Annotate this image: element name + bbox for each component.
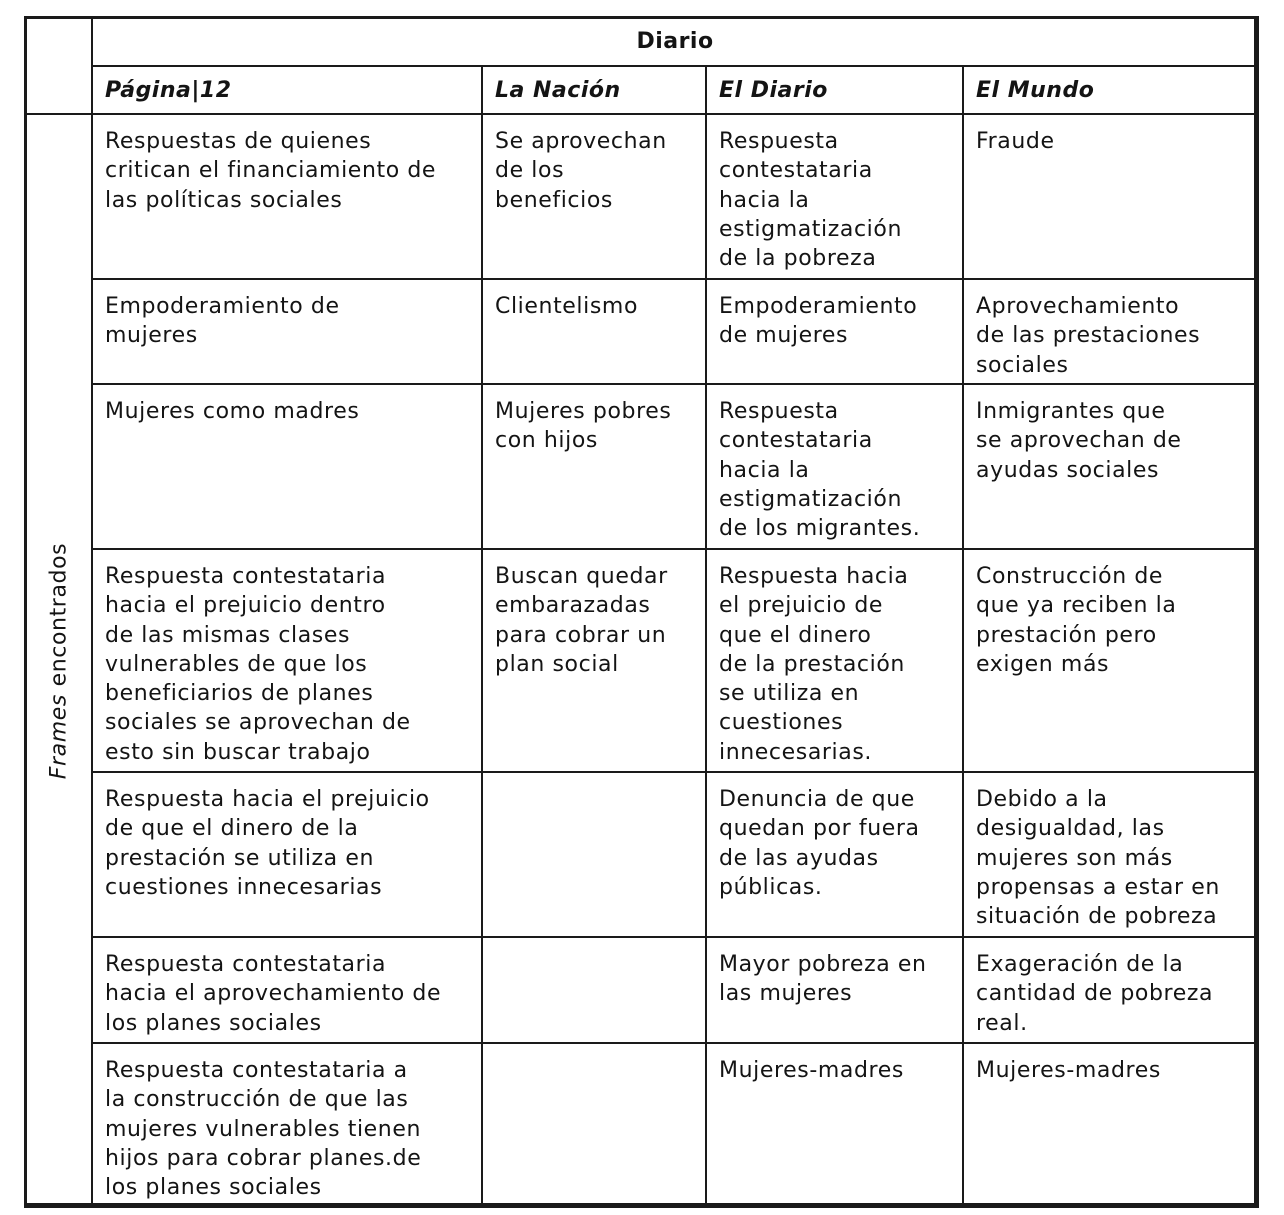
column-header-el-diario: El Diario <box>706 66 963 114</box>
table-cell: Mujeres-madres <box>963 1043 1258 1207</box>
table-cell: Buscan quedar embarazadas para cobrar un plan social <box>482 549 706 772</box>
frames-encontrados-label: Frames encontrados <box>46 542 71 779</box>
diario-header: Diario <box>92 17 1258 66</box>
table-cell: Clientelismo <box>482 279 706 384</box>
table-cell: Respuesta hacia el prejuicio de que el dinero de la prestación se utiliza en cuestiones innecesarias. <box>706 549 963 772</box>
table-cell: Debido a la desigualdad, las mujeres son más propensas a estar en situación de pobreza <box>963 772 1258 937</box>
column-header-el-mundo: El Mundo <box>963 66 1258 114</box>
table-cell: Mujeres-madres <box>706 1043 963 1207</box>
table-cell: Respuesta contestataria hacia el aprovechamiento de los planes sociales <box>92 937 482 1043</box>
table-cell: Respuesta contestataria hacia la estigmatización de los migrantes. <box>706 384 963 549</box>
table-cell: Mujeres pobres con hijos <box>482 384 706 549</box>
table-cell: Construcción de que ya reciben la prestación pero exigen más <box>963 549 1258 772</box>
table-cell: Exageración de la cantidad de pobreza real. <box>963 937 1258 1043</box>
column-header-la-nacion: La Nación <box>482 66 706 114</box>
table-cell: Empoderamiento de mujeres <box>92 279 482 384</box>
table-cell: Se aprovechan de los beneficios <box>482 114 706 279</box>
table-cell: Fraude <box>963 114 1258 279</box>
table-cell: Mayor pobreza en las mujeres <box>706 937 963 1043</box>
table-cell: Aprovechamiento de las prestaciones sociales <box>963 279 1258 384</box>
column-header-pagina12: Página|12 <box>92 66 482 114</box>
table-cell: Mujeres como madres <box>92 384 482 549</box>
table-cell: Respuestas de quienes critican el financiamiento de las políticas sociales <box>92 114 482 279</box>
table-cell: Inmigrantes que se aprovechan de ayudas sociales <box>963 384 1258 549</box>
table-cell: Empoderamiento de mujeres <box>706 279 963 384</box>
table-cell: Respuesta hacia el prejuicio de que el dinero de la prestación se utiliza en cuestiones innecesarias <box>92 772 482 937</box>
table-cell: Respuesta contestataria hacia el prejuicio dentro de las mismas clases vulnerables de que los beneficiarios de planes sociales se aprovechan de esto sin buscar trabajo <box>92 549 482 772</box>
table-cell: Respuesta contestataria hacia la estigmatización de la pobreza <box>706 114 963 279</box>
table-cell: Denuncia de que quedan por fuera de las ayudas públicas. <box>706 772 963 937</box>
table-cell: Respuesta contestataria a la construcción de que las mujeres vulnerables tienen hijos para cobrar planes.de los planes sociales <box>92 1043 482 1207</box>
table-outer-border <box>24 16 1257 1206</box>
